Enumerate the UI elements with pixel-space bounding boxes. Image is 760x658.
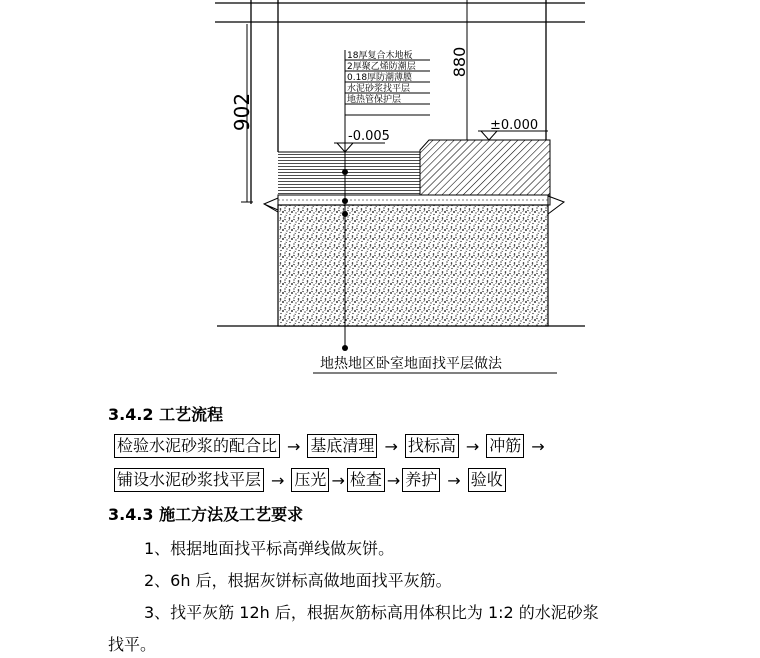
flow-arrow: → <box>331 470 345 490</box>
flow-arrow: → <box>531 436 545 456</box>
flow-arrow: → <box>384 436 398 456</box>
flow-arrow: → <box>465 436 480 456</box>
layer-label: 地热管保护层 <box>347 95 402 105</box>
layer-label: 0.18厚防潮薄膜 <box>347 73 413 83</box>
flow-step: 压光 <box>291 468 329 492</box>
floor-layers <box>264 140 564 326</box>
flow-step: 养护 <box>402 468 440 492</box>
flow-arrow: → <box>287 436 301 456</box>
section-heading-342: 3.4.2 工艺流程 <box>108 405 224 424</box>
flow-step: 检验水泥砂浆的配合比 <box>114 434 280 458</box>
drawing-caption: 地热地区卧室地面找平层做法 <box>320 356 502 372</box>
method-paragraph: 2、6h 后，根据灰饼标高做地面找平灰筋。 <box>144 571 452 590</box>
elevation-right-label: ±0.000 <box>490 118 539 133</box>
flow-arrow: → <box>386 470 401 490</box>
dimension-left-label: 902 <box>230 92 254 132</box>
flow-step: 基底清理 <box>307 434 377 458</box>
process-flow-row-2 <box>114 466 506 494</box>
section-heading-343: 3.4.3 施工方法及工艺要求 <box>108 505 304 524</box>
method-paragraph: 1、根据地面找平标高弹线做灰饼。 <box>144 539 395 558</box>
flow-arrow: → <box>447 470 461 490</box>
layer-labels <box>347 49 416 105</box>
process-flow-row-1 <box>114 432 552 460</box>
method-paragraph: 3、找平灰筋 12h 后，根据灰筋标高用体积比为 1:2 的水泥砂浆 <box>144 603 599 622</box>
flow-step: 检查 <box>347 468 385 492</box>
layer-label: 18厚复合木地板 <box>347 51 413 61</box>
flow-step: 铺设水泥砂浆找平层 <box>114 468 264 492</box>
flow-arrow: → <box>271 470 285 490</box>
flow-step: 找标高 <box>405 434 459 458</box>
elevation-left-label: -0.005 <box>348 129 390 144</box>
flow-step: 验收 <box>468 468 506 492</box>
dimension-right-label: 880 <box>450 46 469 78</box>
flow-step: 冲筋 <box>486 434 524 458</box>
layer-label: 水泥砂浆找平层 <box>347 84 411 94</box>
method-paragraph-continued: 找平。 <box>108 635 157 654</box>
layer-label: 2厚聚乙烯防潮层 <box>347 62 416 72</box>
